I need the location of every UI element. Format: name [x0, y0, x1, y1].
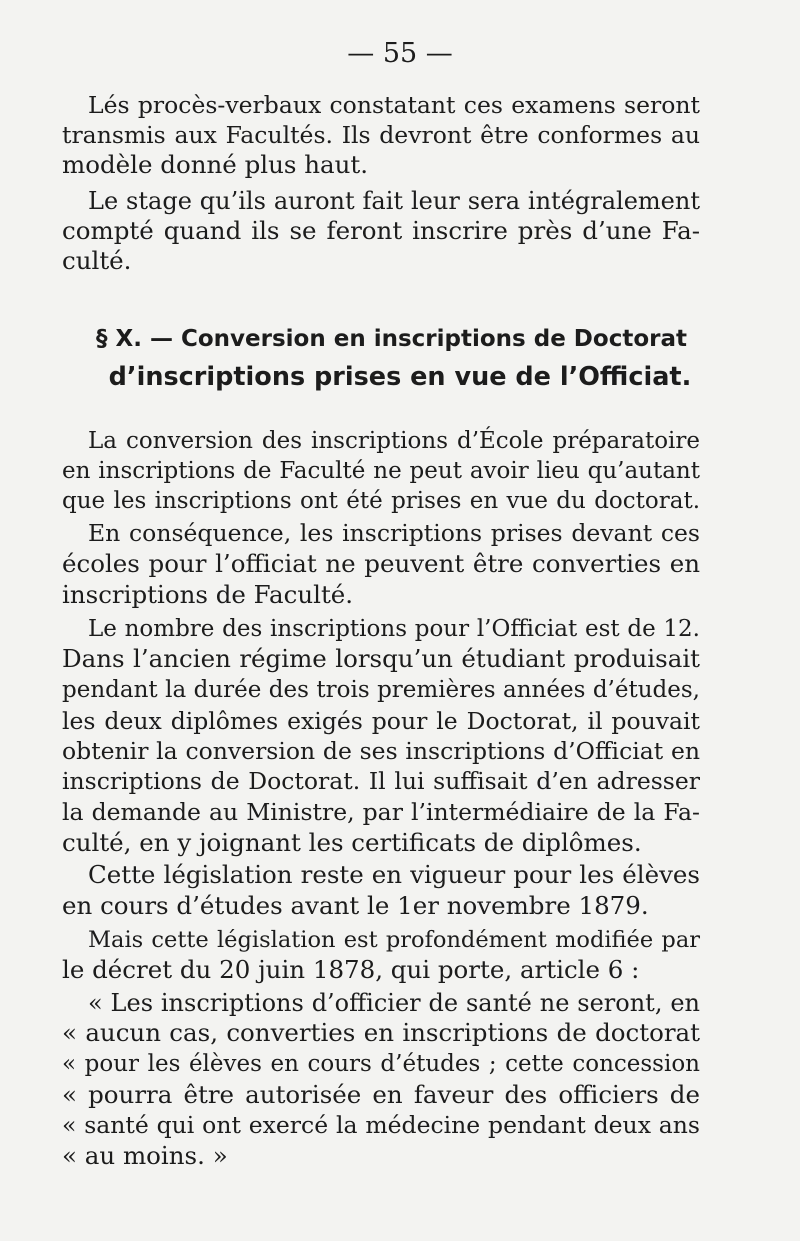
text-line: en cours d’études avant le 1er novembre 1879. — [62, 891, 649, 920]
quote-line: « pour les élèves en cours d’études ; cette concession — [62, 1051, 700, 1077]
quote-line: « au moins. » — [62, 1141, 228, 1170]
text-line: transmis aux Facultés. Ils devront être conformes au — [62, 121, 700, 149]
quote-line: « santé qui ont exercé la médecine pendant deux ans — [62, 1111, 700, 1139]
text-line: les deux diplômes exigés pour le Doctorat, il pouvait — [62, 707, 700, 735]
text-line: Cette législation reste en vigueur pour les élèves — [88, 860, 700, 889]
section-heading-line-2: d’inscriptions prises en vue de l’Officiat. — [108, 362, 692, 392]
text-line: la demande au Ministre, par l’intermédiaire de la Fa- — [62, 798, 700, 826]
section-heading-line-1: § X. — Conversion en inscriptions de Doctorat — [96, 326, 687, 352]
text-line: Mais cette législation est profondément modifiée par — [88, 927, 700, 953]
text-line: Dans l’ancien régime lorsqu’un étudiant produisait — [62, 644, 700, 673]
text-line: culté. — [62, 246, 132, 275]
text-line: En conséquence, les inscriptions prises devant ces — [88, 519, 700, 547]
text-line: Lés procès-verbaux constatant ces examens seront — [88, 91, 700, 119]
quote-line: « pourra être autorisée en faveur des officiers de — [62, 1080, 700, 1109]
text-line: que les inscriptions ont été prises en vue du doctorat. — [62, 488, 700, 514]
page-number: — 55 — — [347, 38, 453, 69]
text-line: obtenir la conversion de ses inscriptions d’Officiat en — [62, 737, 700, 765]
text-line: inscriptions de Faculté. — [62, 580, 354, 609]
text-line: inscriptions de Doctorat. Il lui suffisait d’en adresser — [62, 767, 700, 795]
text-line: culté, en y joignant les certificats de diplômes. — [62, 828, 642, 857]
quote-line: « aucun cas, converties en inscriptions de doctorat — [62, 1018, 700, 1047]
text-line: La conversion des inscriptions d’École préparatoire — [88, 428, 700, 454]
text-line: le décret du 20 juin 1878, qui porte, article 6 : — [62, 955, 640, 984]
text-line: pendant la durée des trois premières années d’études, — [62, 677, 700, 703]
text-line: Le stage qu’ils auront fait leur sera intégralement — [88, 187, 700, 215]
text-line: en inscriptions de Faculté ne peut avoir lieu qu’autant — [62, 458, 700, 484]
quote-line: « Les inscriptions d’officier de santé ne seront, en — [88, 989, 700, 1017]
text-line: écoles pour l’officiat ne peuvent être converties en — [62, 549, 700, 578]
text-line: Le nombre des inscriptions pour l’Officiat est de 12. — [88, 616, 700, 642]
text-line: compté quand ils se feront inscrire près d’une Fa- — [62, 216, 700, 245]
text-line: modèle donné plus haut. — [62, 150, 369, 179]
